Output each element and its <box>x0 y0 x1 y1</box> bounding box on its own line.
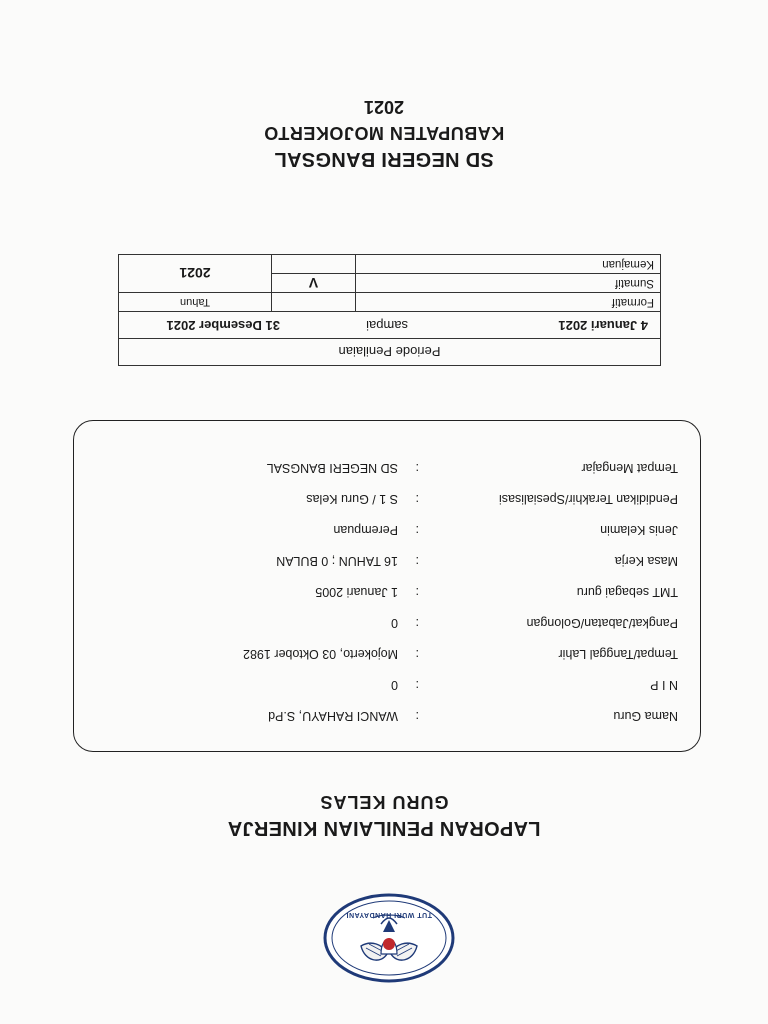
identity-colon: : <box>415 647 419 661</box>
identity-colon: : <box>415 678 419 692</box>
tut-wuri-handayani-logo <box>321 892 457 984</box>
identity-value: 0 <box>391 678 398 692</box>
assessment-period-table <box>118 254 661 366</box>
period-header: Periode Penilaian <box>119 339 661 366</box>
identity-label: Masa Kerja <box>614 554 678 568</box>
identity-row-tmt <box>74 577 700 599</box>
period-range <box>119 312 661 339</box>
identity-row-school <box>74 453 700 475</box>
logo-motto: TUT WURI HANDAYANI <box>346 911 432 918</box>
identity-colon: : <box>415 492 419 506</box>
period-start: 4 Januari 2021 <box>558 318 648 333</box>
identity-colon: : <box>415 616 419 630</box>
identity-colon: : <box>415 554 419 568</box>
identity-label: Pendidikan Terakhir/Spesialisasi <box>498 492 678 506</box>
teacher-identity-box <box>73 420 701 752</box>
report-title-line2: GURU KELAS <box>319 792 449 812</box>
period-type-mark: V <box>272 274 356 293</box>
report-title-line1: LAPORAN PENILAIAN KINERJA <box>227 817 541 839</box>
identity-label: TMT sebagai guru <box>576 585 678 599</box>
identity-value: Perempuan <box>333 523 398 537</box>
identity-row-education <box>74 484 700 506</box>
identity-value: Mojokerto, 03 Oktober 1982 <box>243 647 398 661</box>
identity-colon: : <box>415 585 419 599</box>
identity-colon: : <box>415 709 419 723</box>
identity-row-gender <box>74 515 700 537</box>
year-value: 2021 <box>119 255 272 293</box>
school-name: SD NEGERI BANGSAL <box>274 148 494 170</box>
school-regency: KABUPATEN MOJOKERTO <box>263 123 505 143</box>
period-end: 31 Desember 2021 <box>166 318 280 333</box>
year-label: Tahun <box>119 293 272 312</box>
identity-label: Pangkat/Jabatan/Golongan <box>526 616 678 630</box>
identity-value: S 1 / Guru Kelas <box>306 492 398 506</box>
period-type-label: Sumatif <box>356 274 661 293</box>
identity-value: 0 <box>391 616 398 630</box>
identity-value: SD NEGERI BANGSAL <box>266 461 398 475</box>
period-type-label: Formatif <box>356 293 661 312</box>
identity-row-birth <box>74 639 700 661</box>
period-type-label: Kemajuan <box>356 255 661 274</box>
identity-value: 16 TAHUN ; 0 BULAN <box>276 554 398 568</box>
school-year: 2021 <box>363 97 405 117</box>
identity-label: Tempat Mengajar <box>581 461 678 475</box>
identity-row-nip <box>74 670 700 692</box>
identity-label: Jenis Kelamin <box>600 523 678 537</box>
period-type-mark <box>272 293 356 312</box>
identity-value: 1 Januari 2005 <box>315 585 398 599</box>
emblem-icon <box>321 892 457 984</box>
identity-label: Tempat/Tanggal Lahir <box>558 647 678 661</box>
identity-colon: : <box>415 523 419 537</box>
identity-row-service <box>74 546 700 568</box>
identity-row-name <box>74 701 700 723</box>
report-title <box>0 789 768 841</box>
identity-label: N I P <box>650 678 678 692</box>
identity-value: WANCI RAHAYU, S.Pd <box>268 709 398 723</box>
identity-colon: : <box>415 461 419 475</box>
period-separator: sampai <box>366 318 408 333</box>
identity-row-rank <box>74 608 700 630</box>
period-type-mark <box>272 255 356 274</box>
identity-label: Nama Guru <box>613 709 678 723</box>
school-info <box>0 94 768 172</box>
